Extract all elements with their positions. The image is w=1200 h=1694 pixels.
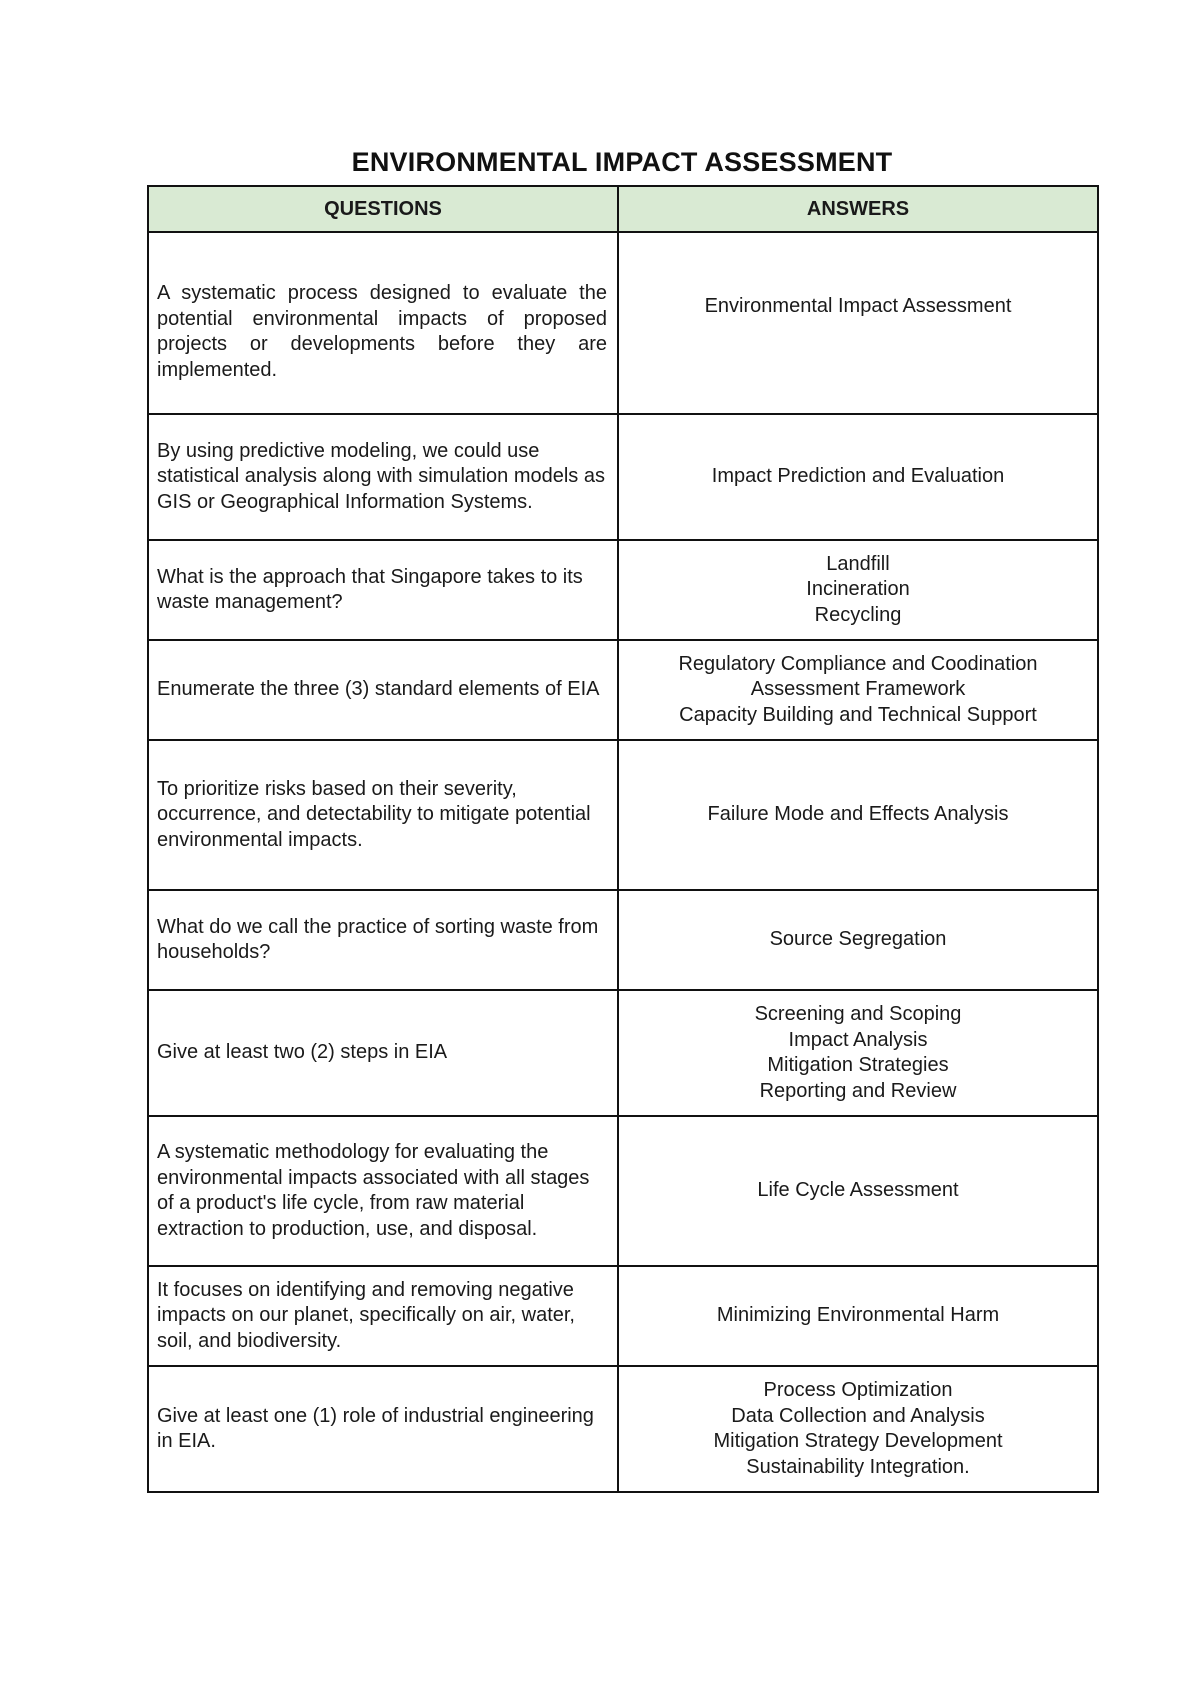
answer-cell (618, 414, 1098, 540)
answer-line: Mitigation Strategy Development (713, 1430, 1003, 1452)
answer-cell (618, 540, 1098, 640)
answer-line: Sustainability Integration. (746, 1455, 970, 1478)
answer-line: Failure Mode and Effects Analysis (707, 803, 1009, 826)
question-text: Give at least two (2) steps in EIA (157, 1041, 448, 1064)
question-cell (148, 990, 618, 1116)
answer-cell (618, 990, 1098, 1116)
question-cell (148, 414, 618, 540)
question-text: Enumerate the three (3) standard elements of EIA (157, 678, 600, 701)
answer-cell (618, 1366, 1098, 1492)
answer-line: Capacity Building and Technical Support (679, 703, 1037, 726)
table-row (148, 1116, 1098, 1266)
question-cell (148, 640, 618, 740)
answer-cell (618, 1266, 1098, 1366)
answer-line: Impact Prediction and Evaluation (711, 465, 1005, 488)
question-text: A systematic process designed to evaluate the potential environmental impacts of proposed projects or developments before they are implemented. (157, 282, 607, 381)
question-cell (148, 540, 618, 640)
questions-header: QUESTIONS (148, 186, 618, 232)
answer-line: Environmental Impact Assessment (704, 295, 1012, 317)
table-row (148, 740, 1098, 890)
page-title: ENVIRONMENTAL IMPACT ASSESSMENT (351, 147, 893, 177)
table-row (148, 1366, 1098, 1492)
table-row (148, 640, 1098, 740)
answer-line: Screening and Scoping (754, 1003, 962, 1025)
table-row (148, 540, 1098, 640)
answer-line: Mitigation Strategies (767, 1054, 949, 1076)
answer-line: Reporting and Review (759, 1079, 957, 1102)
question-cell (148, 1266, 618, 1366)
answer-cell (618, 232, 1098, 414)
question-cell (148, 232, 618, 414)
question-text: What is the approach that Singapore takes to its waste management? (157, 565, 583, 613)
answer-line: Landfill (826, 552, 890, 575)
answer-line: Process Optimization (763, 1379, 953, 1401)
question-text: What do we call the practice of sorting waste from households? (157, 915, 599, 963)
answer-line: Assessment Framework (750, 678, 966, 701)
question-text: A systematic methodology for evaluating the environmental impacts associated with all stages of a product's life cycle, from raw material extraction to production, use, and disposal. (157, 1141, 590, 1240)
question-text: By using predictive modeling, we could use statistical analysis along with simulation models as GIS or Geographical Information Systems. (157, 439, 605, 513)
table-row (148, 1266, 1098, 1366)
table-header-row (148, 186, 1098, 232)
question-text: Give at least one (1) role of industrial engineering in EIA. (157, 1404, 594, 1452)
table-row (148, 990, 1098, 1116)
answer-line: Minimizing Environmental Harm (716, 1304, 1000, 1327)
question-cell (148, 890, 618, 990)
answer-cell (618, 740, 1098, 890)
table-row (148, 890, 1098, 990)
table-row (148, 414, 1098, 540)
eia-table (147, 185, 1099, 1493)
answer-line: Life Cycle Assessment (757, 1179, 959, 1202)
answer-line: Regulatory Compliance and Coodination (678, 652, 1038, 675)
question-cell (148, 1366, 618, 1492)
question-text: It focuses on identifying and removing negative impacts on our planet, specifically on air, water, soil, and biodiversity. (157, 1278, 575, 1352)
answer-cell (618, 640, 1098, 740)
answer-line: Impact Analysis (788, 1028, 928, 1051)
answer-cell (618, 890, 1098, 990)
question-text: To prioritize risks based on their severity, occurrence, and detectability to mitigate potential environmental impacts. (157, 777, 591, 851)
answers-header: ANSWERS (618, 186, 1098, 232)
answer-cell (618, 1116, 1098, 1266)
question-cell (148, 740, 618, 890)
answer-line: Data Collection and Analysis (731, 1404, 985, 1427)
answer-line: Incineration (806, 578, 910, 601)
answer-line: Recycling (814, 603, 902, 626)
answer-line: Source Segregation (769, 928, 947, 951)
table-row (148, 232, 1098, 414)
question-cell (148, 1116, 618, 1266)
